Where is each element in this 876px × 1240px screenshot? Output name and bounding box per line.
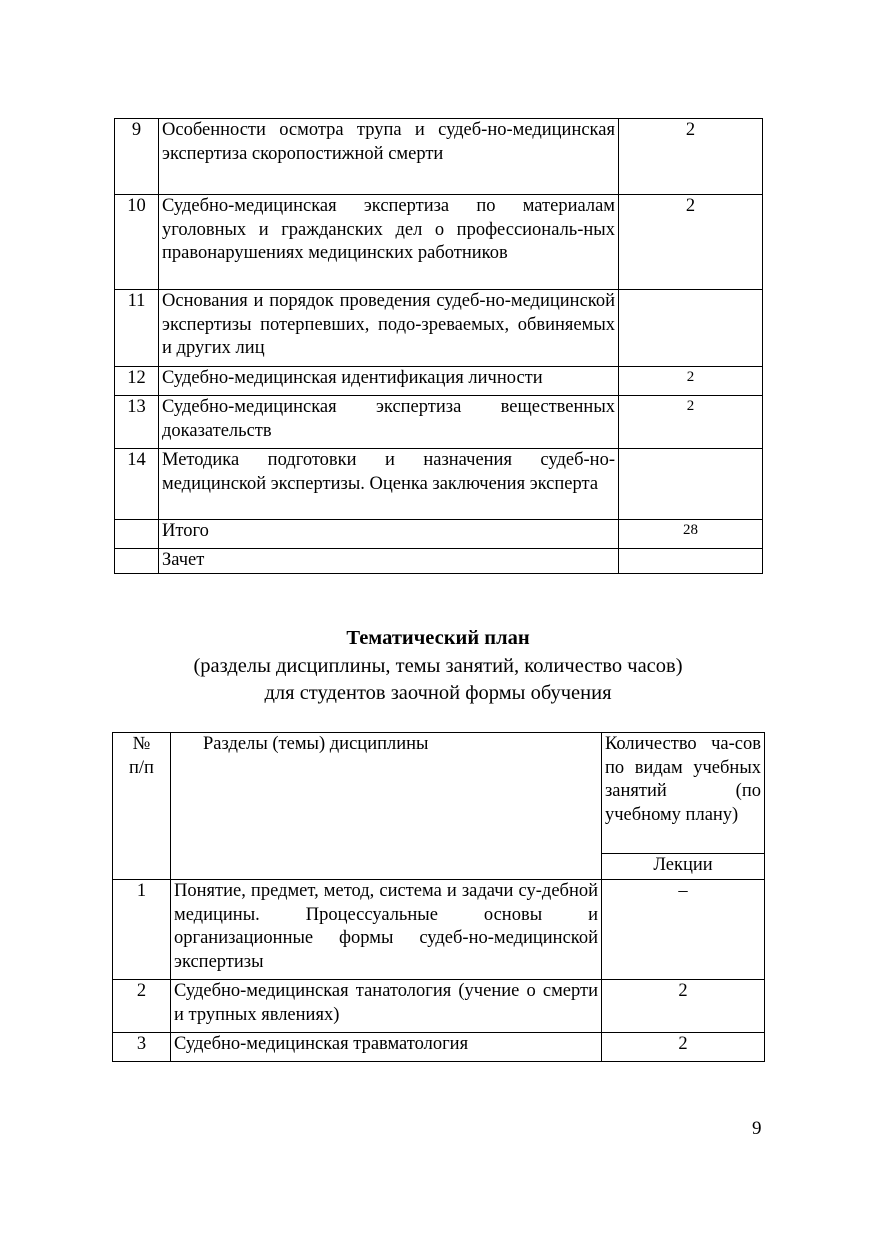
topics-table-fulltime — [114, 118, 763, 574]
topic-cell: Судебно-медицинская травматология — [171, 1033, 602, 1062]
hours-cell: 2 — [602, 980, 765, 1033]
header-topic: Разделы (темы) дисциплины — [171, 733, 602, 880]
hours-cell: 2 — [619, 396, 763, 449]
row-number: 11 — [115, 290, 159, 367]
row-number: 9 — [115, 119, 159, 195]
topic-cell: Судебно-медицинская идентификация личности — [159, 367, 619, 396]
hours-cell: – — [602, 880, 765, 980]
table-row-credit — [115, 549, 763, 574]
header-number: № п/п — [113, 733, 171, 880]
hours-cell: 2 — [619, 119, 763, 195]
row-number — [115, 549, 159, 574]
table-row — [113, 880, 765, 980]
table-row — [115, 367, 763, 396]
table-row-total — [115, 520, 763, 549]
topic-cell: Итого — [159, 520, 619, 549]
row-number: 13 — [115, 396, 159, 449]
topics-table-parttime — [112, 732, 765, 1062]
topic-cell: Методика подготовки и назначения судеб-но-медицинской экспертизы. Оценка заключения эксперта — [159, 449, 619, 520]
topic-cell: Судебно-медицинская танатология (учение о смерти и трупных явлениях) — [171, 980, 602, 1033]
table-row — [115, 290, 763, 367]
table-header-row — [113, 733, 765, 854]
table-row — [115, 195, 763, 290]
topic-cell: Судебно-медицинская экспертиза вещественных доказательств — [159, 396, 619, 449]
topic-cell: Основания и порядок проведения судеб-но-медицинской экспертизы потерпевших, подо-зреваемых, обвиняемых и других лиц — [159, 290, 619, 367]
hours-cell — [619, 290, 763, 367]
topic-cell: Судебно-медицинская экспертиза по материалам уголовных и гражданских дел о профессиональ-ных правонарушениях медицинских работников — [159, 195, 619, 290]
row-number: 3 — [113, 1033, 171, 1062]
row-number: 1 — [113, 880, 171, 980]
row-number: 14 — [115, 449, 159, 520]
hours-cell: 2 — [602, 1033, 765, 1062]
table-row — [115, 119, 763, 195]
row-number: 10 — [115, 195, 159, 290]
topic-cell: Особенности осмотра трупа и судеб-но-медицинская экспертиза скоропостижной смерти — [159, 119, 619, 195]
row-number: 2 — [113, 980, 171, 1033]
plan-subtitle-audience: для студентов заочной формы обучения — [264, 682, 612, 704]
table-row — [113, 980, 765, 1033]
page-number: 9 — [752, 1118, 762, 1139]
row-number — [115, 520, 159, 549]
plan-subtitle: (разделы дисциплины, темы занятий, количество часов) — [193, 655, 683, 677]
header-lectures: Лекции — [602, 854, 765, 880]
topic-cell: Понятие, предмет, метод, система и задачи су-дебной медицины. Процессуальные основы и организационные формы судеб-но-медицинской экспертизы — [171, 880, 602, 980]
hours-cell — [619, 549, 763, 574]
table-row — [113, 1033, 765, 1062]
hours-cell — [619, 449, 763, 520]
table-row — [115, 396, 763, 449]
plan-title: Тематический план — [346, 627, 530, 649]
header-hours: Количество ча-сов по видам учебных занятий (по учебному плану) — [602, 733, 765, 854]
table-row — [115, 449, 763, 520]
row-number: 12 — [115, 367, 159, 396]
hours-cell: 2 — [619, 367, 763, 396]
topic-cell: Зачет — [159, 549, 619, 574]
hours-cell: 28 — [619, 520, 763, 549]
hours-cell: 2 — [619, 195, 763, 290]
